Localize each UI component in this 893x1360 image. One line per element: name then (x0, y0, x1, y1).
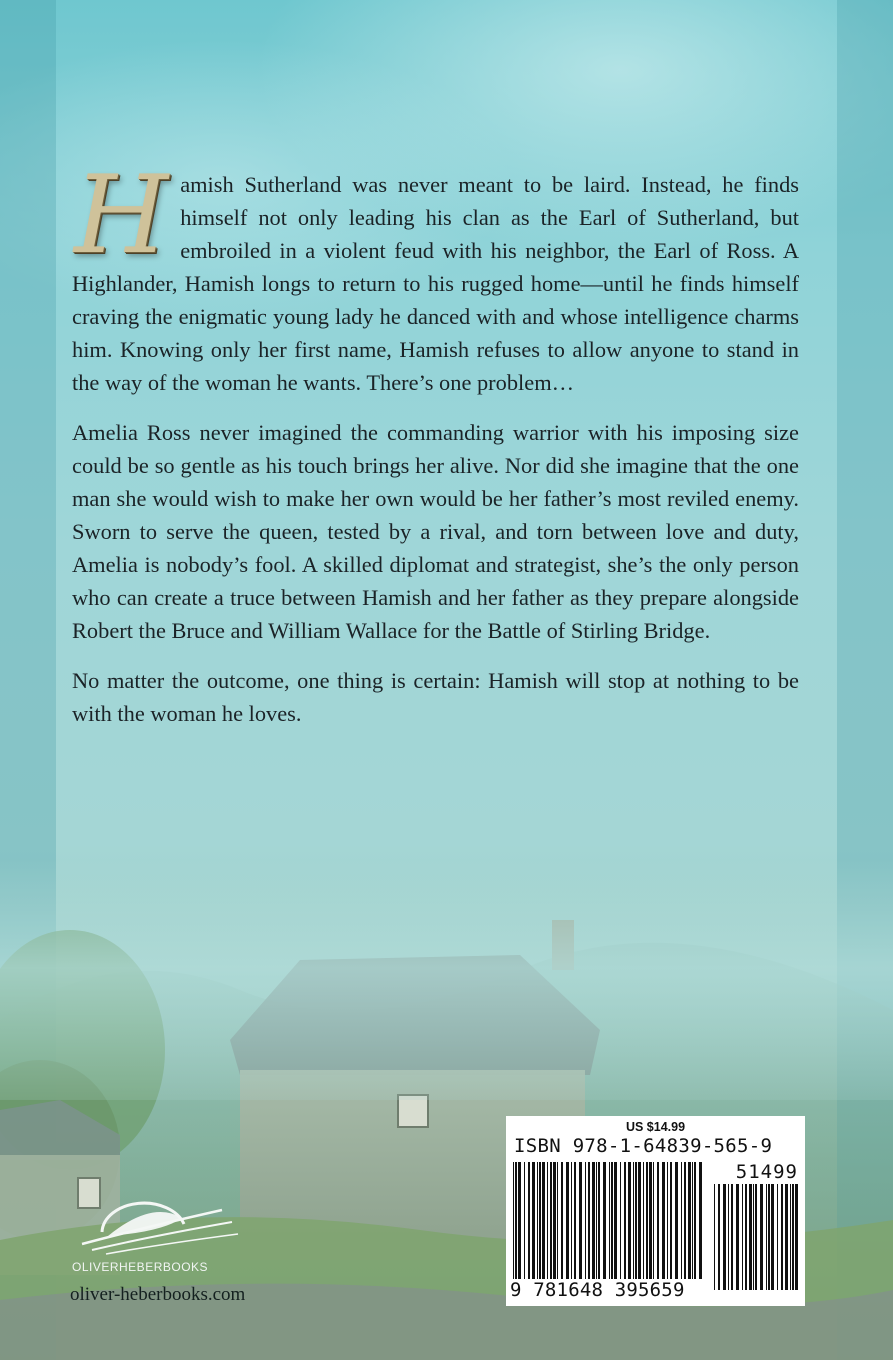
blurb-text (72, 153, 799, 747)
drop-cap-letter: H (74, 153, 169, 278)
ean-barcode-bars (512, 1162, 702, 1290)
publisher-block (70, 1188, 300, 1306)
publisher-url: oliver-heberbooks.com (70, 1284, 246, 1305)
blurb-paragraph-2: Amelia Ross never imagined the commanding warrior with his imposing size could be so gentle as his touch brings her alive. Nor did she imagine that the one man she would wish to make her own would be her father’s most reviled enemy. Sworn to serve the queen, tested by a rival, and torn between love and duty, Amelia is nobody’s fool. A skilled diplomat and strategist, she’s the only person who can create a truce between Hamish and her father as they prepare alongside Robert the Bruce and William Wallace for the Battle of Stirling Bridge. (72, 420, 799, 643)
blurb-paragraph-1 (72, 153, 799, 399)
publisher-name: OLIVERHEBERBOOKS (72, 1260, 209, 1274)
isbn-text: ISBN 978-1-64839-565-9 (514, 1135, 773, 1157)
supplement-barcode-bars (713, 1184, 798, 1290)
ean-digits: 9 781648 395659 (510, 1279, 706, 1301)
barcode-panel (506, 1116, 805, 1306)
price-label: US $14.99 (625, 1120, 686, 1134)
publisher-logo-icon (72, 1188, 242, 1256)
price-supplement-number: 51499 (735, 1161, 798, 1183)
blurb-paragraph-1-text: amish Sutherland was never meant to be laird. Instead, he finds himself not only leading his clan as the Earl of Sutherland, but embroiled in a violent feud with his neighbor, the Earl of Ross. A Highlander, Hamish longs to return to his rugged home—until he finds himself craving the enigmatic young lady he danced with and whose intelligence charms him. Knowing only her first name, Hamish refuses to allow anyone to stand in the way of the woman he wants. There’s one problem… (72, 172, 799, 395)
blurb-paragraph-3: No matter the outcome, one thing is certain: Hamish will stop at nothing to be with the woman he loves. (72, 668, 799, 726)
mist-overlay (0, 860, 893, 1100)
